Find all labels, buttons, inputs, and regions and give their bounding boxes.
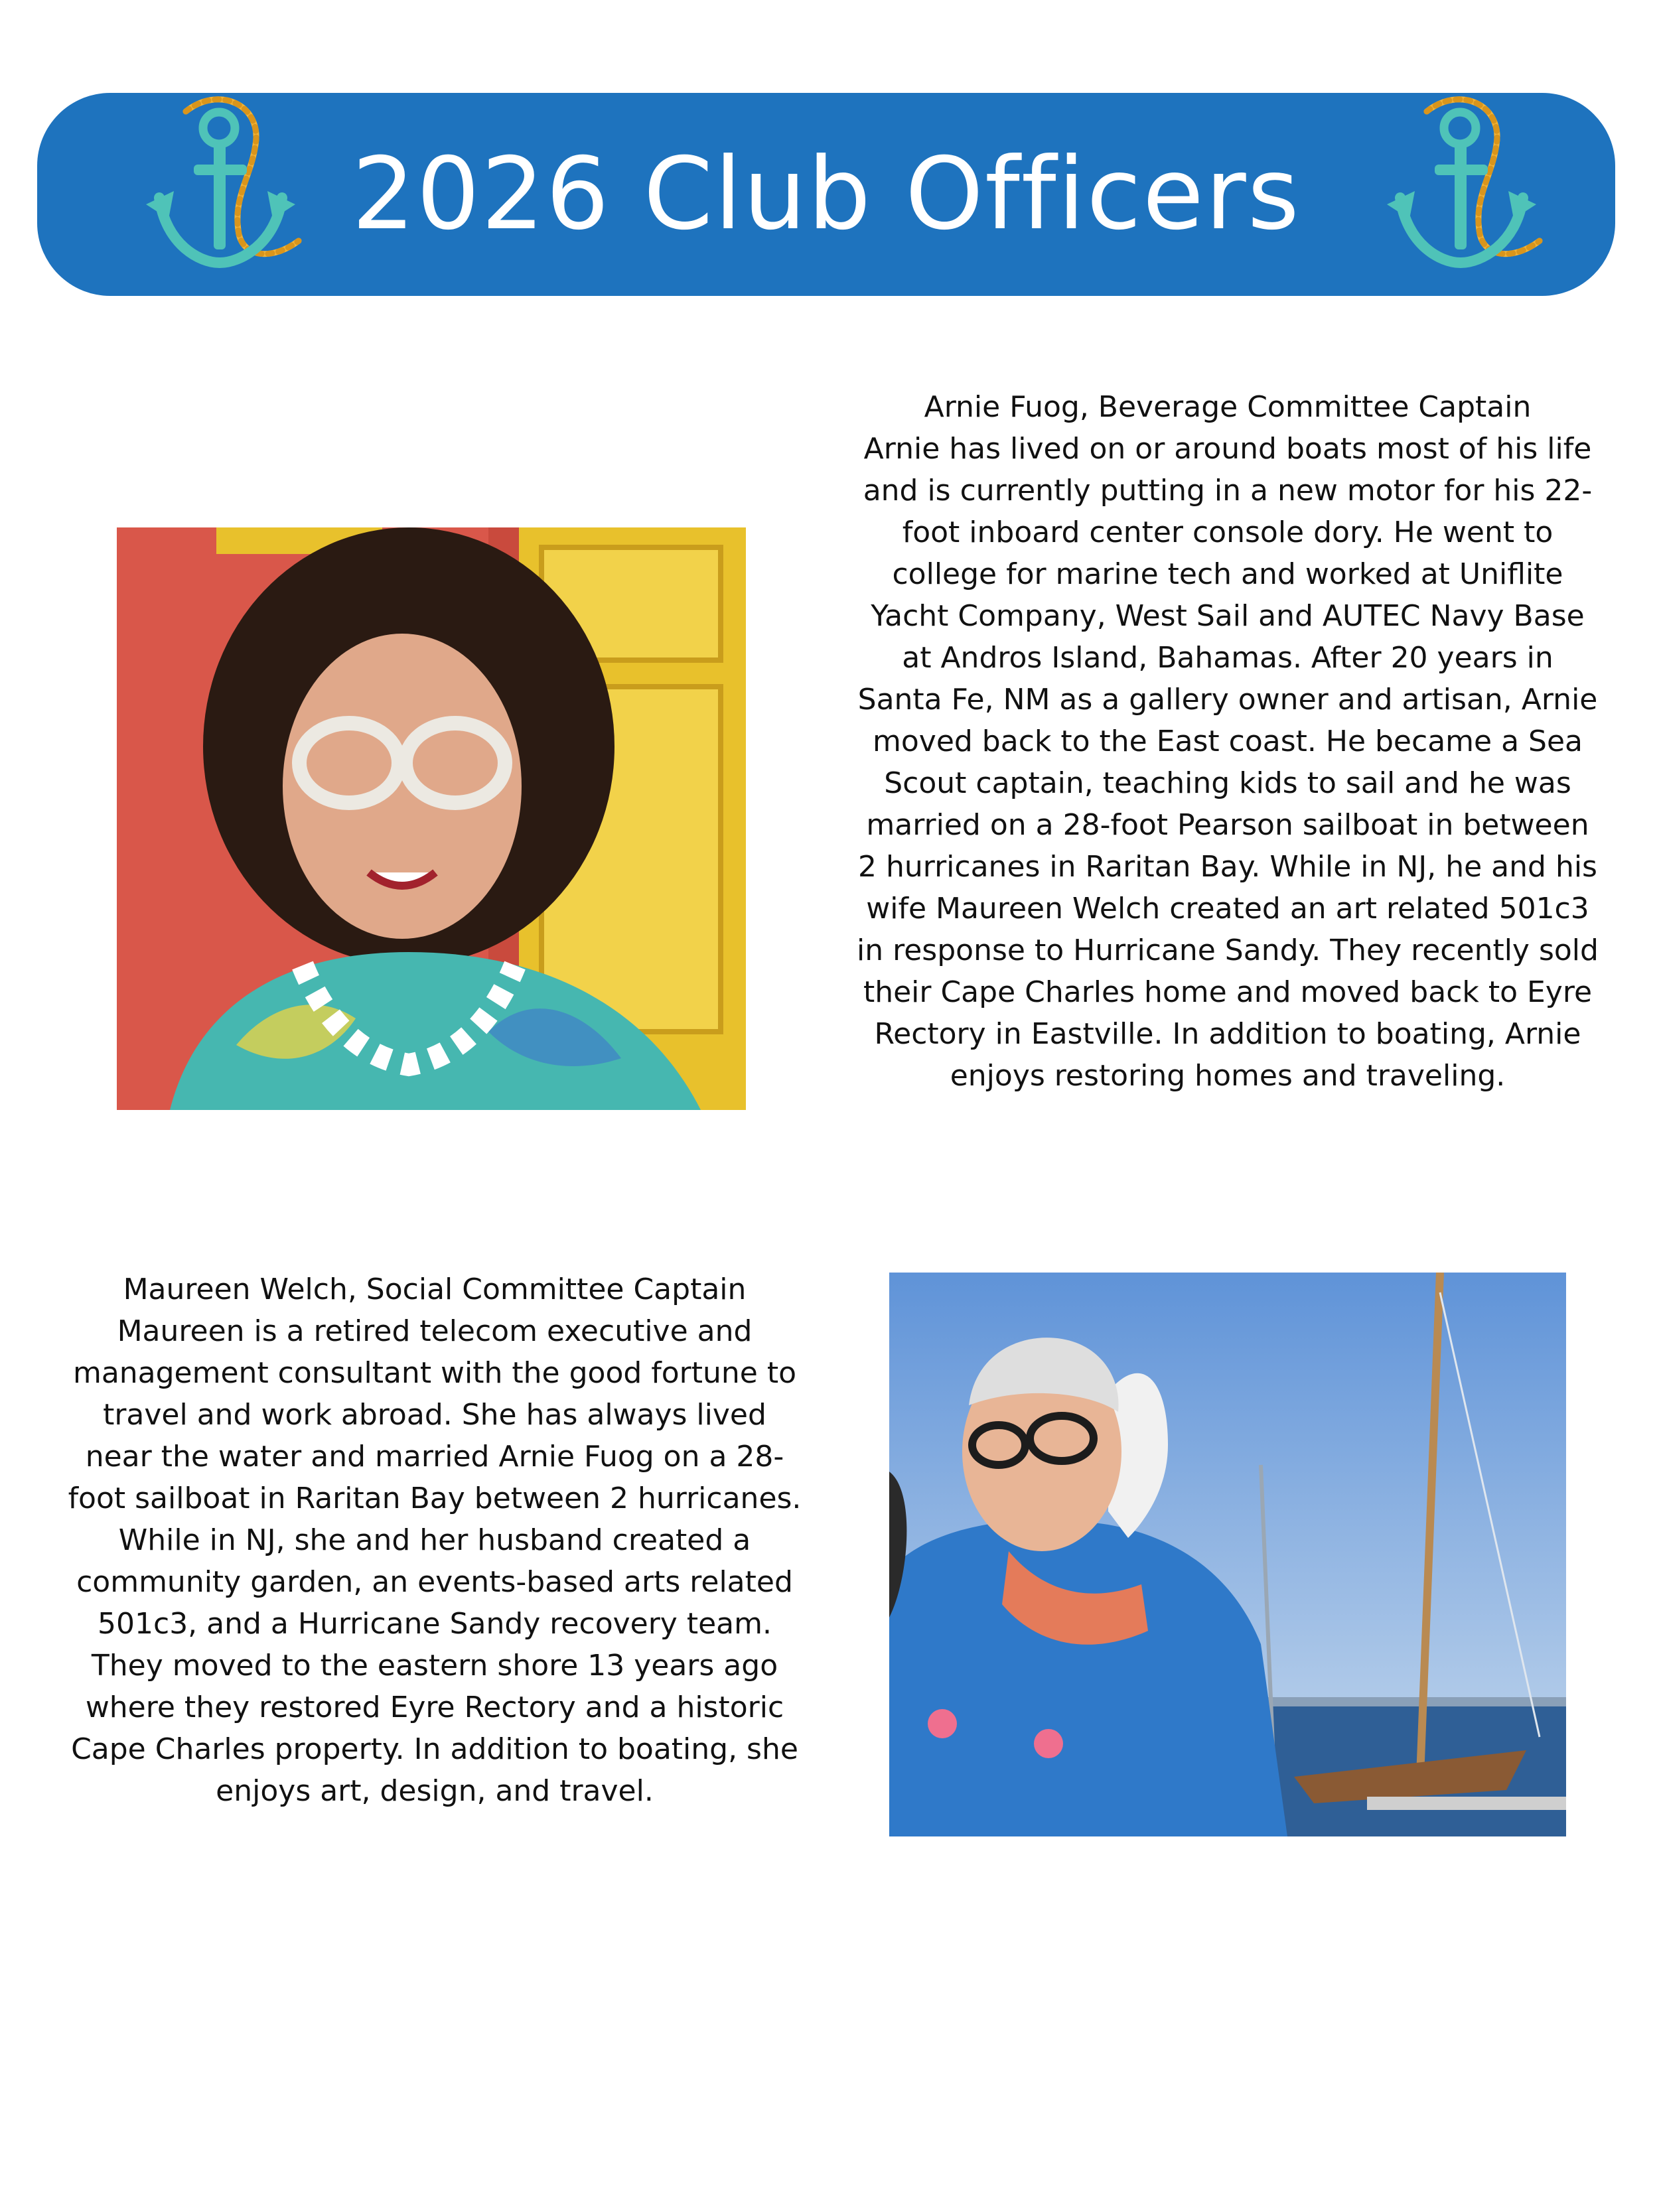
officer-photo-maureen bbox=[117, 527, 746, 1110]
officer-photo-arnie bbox=[889, 1273, 1566, 1836]
officer-bio-text: Arnie has lived on or around boats most of his life and is currently putting in a new motor for his 22-foot inboard center console dory. He went to college for marine tech and worked at Uniflite Yacht Company, West Sail and AUTEC Navy Base at Andros Island, Bahamas. After 20 years in Santa Fe, NM as a gallery owner and artisan, Arnie moved back to the East coast. He became a Sea Scout captain, teaching kids to sail and he was married on a 28-foot Pearson sailboat in between 2 hurricanes in Raritan Bay. While in NJ, he and his wife Maureen Welch created an art related 501c3 in response to Hurricane Sandy. They recently sold their Cape Charles home and moved back to Eyre Rectory in Eastville. In addition to boating, Arnie enjoys restoring homes and traveling. bbox=[857, 432, 1599, 1093]
officer-bio-text: Maureen is a retired telecom executive and management consultant with the good fortune to travel and work abroad. She has always lived near the water and married Arnie Fuog on a 28-foot sailboat in Raritan Bay between 2 hurricanes. While in NJ, she and her husband created a community garden, an events-based arts related 501c3, and a Hurricane Sandy recovery team. They moved to the eastern shore 13 years ago where they restored Eyre Rectory and a historic Cape Charles property. In addition to boating, she enjoys art, design, and travel. bbox=[68, 1314, 802, 1808]
officer-heading: Arnie Fuog, Beverage Committee Captain bbox=[924, 390, 1532, 424]
page-title: 2026 Club Officers bbox=[352, 137, 1301, 252]
anchor-icon bbox=[139, 92, 305, 274]
officer-bio-maureen bbox=[66, 1269, 803, 1812]
anchor-icon bbox=[1380, 92, 1546, 274]
officer-bio-arnie bbox=[856, 386, 1599, 1097]
officer-heading: Maureen Welch, Social Committee Captain bbox=[123, 1273, 747, 1306]
